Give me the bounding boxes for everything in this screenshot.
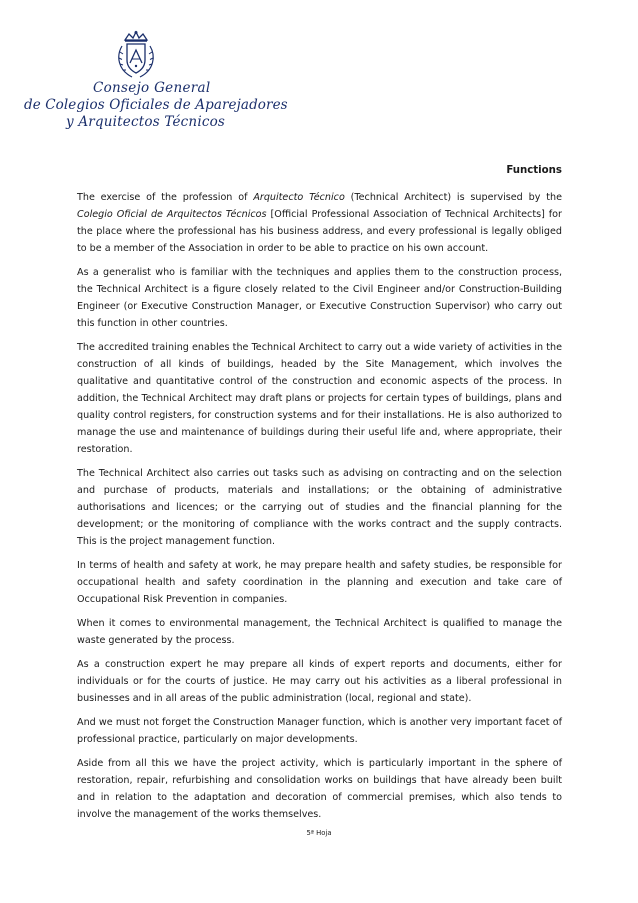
paragraph-text: (Technical Architect) is supervised by the	[344, 192, 562, 203]
org-name-line-2: de Colegios Oficiales de Aparejadores	[24, 97, 288, 113]
paragraph-generalist: As a generalist who is familiar with the techniques and applies them to the construction process, the Technical Architect is a figure closely related to the Civil Engineer and/or Construction-Building Engineer (or Executive Construction Manager, or Executive Construction Supervisor) who carry out this function in other countries.	[77, 267, 562, 329]
association-name: Colegio Oficial de Arquitectos Técnicos	[77, 209, 267, 220]
paragraph-project-activity: Aside from all this we have the project activity, which is particularly important in the sphere of restoration, repair, refurbishing and consolidation works on buildings that have already been built and in relation to the adaptation and decoration of commercial premises, which also tends to involve the management of the works themselves.	[77, 758, 562, 820]
coat-of-arms-crest-icon	[112, 30, 160, 80]
page-number: 5ª Hoja	[306, 829, 332, 837]
paragraph-expert-reports: As a construction expert he may prepare all kinds of expert reports and documents, either for individuals or for the courts of justice. He may carry out his activities as a liberal professional in businesses and in all areas of the public administration (local, regional and state).	[77, 659, 562, 704]
org-name-line-3: y Arquitectos Técnicos	[66, 114, 226, 130]
organization-logo	[0, 30, 288, 130]
org-name-line-1: Consejo General	[93, 80, 211, 96]
paragraph-text: [Official Professional Association of Technical Architects] for the place where the professional has his business address, and every professional is legally obliged to be a member of the Association in order to be able to practice on his own account.	[77, 209, 562, 254]
paragraph-project-management: The Technical Architect also carries out tasks such as advising on contracting and on the selection and purchase of products, materials and installations; or the obtaining of administrative authorisations and licences; or the carrying out of studies and the financial planning for the development; or the monitoring of compliance with the works contract and the supply contracts. This is the project management function.	[77, 468, 562, 547]
paragraph-text: The exercise of the profession of	[77, 192, 254, 203]
paragraph-registration	[77, 189, 562, 257]
paragraph-training: The accredited training enables the Technical Architect to carry out a wide variety of activities in the construction of all kinds of buildings, headed by the Site Management, which involves the qualitative and quantitative control of the construction and economic aspects of the process. In addition, the Technical Architect may draft plans or projects for certain types of buildings, plans and quality control registers, for construction systems and for their installations. He is also authorized to manage the use and maintenance of buildings during their useful life and, where appropriate, their restoration.	[77, 342, 562, 455]
profession-title: Arquitecto Técnico	[253, 192, 345, 203]
paragraph-health-safety: In terms of health and safety at work, he may prepare health and safety studies, be responsible for occupational health and safety coordination in the planning and execution and take care of Occupational Risk Prevention in companies.	[77, 560, 562, 605]
section-title: Functions	[506, 165, 562, 176]
paragraph-environmental: When it comes to environmental management, the Technical Architect is qualified to manage the waste generated by the process.	[77, 618, 562, 646]
document-body	[77, 189, 562, 830]
paragraph-construction-manager: And we must not forget the Construction Manager function, which is another very important facet of professional practice, particularly on major developments.	[77, 717, 562, 745]
